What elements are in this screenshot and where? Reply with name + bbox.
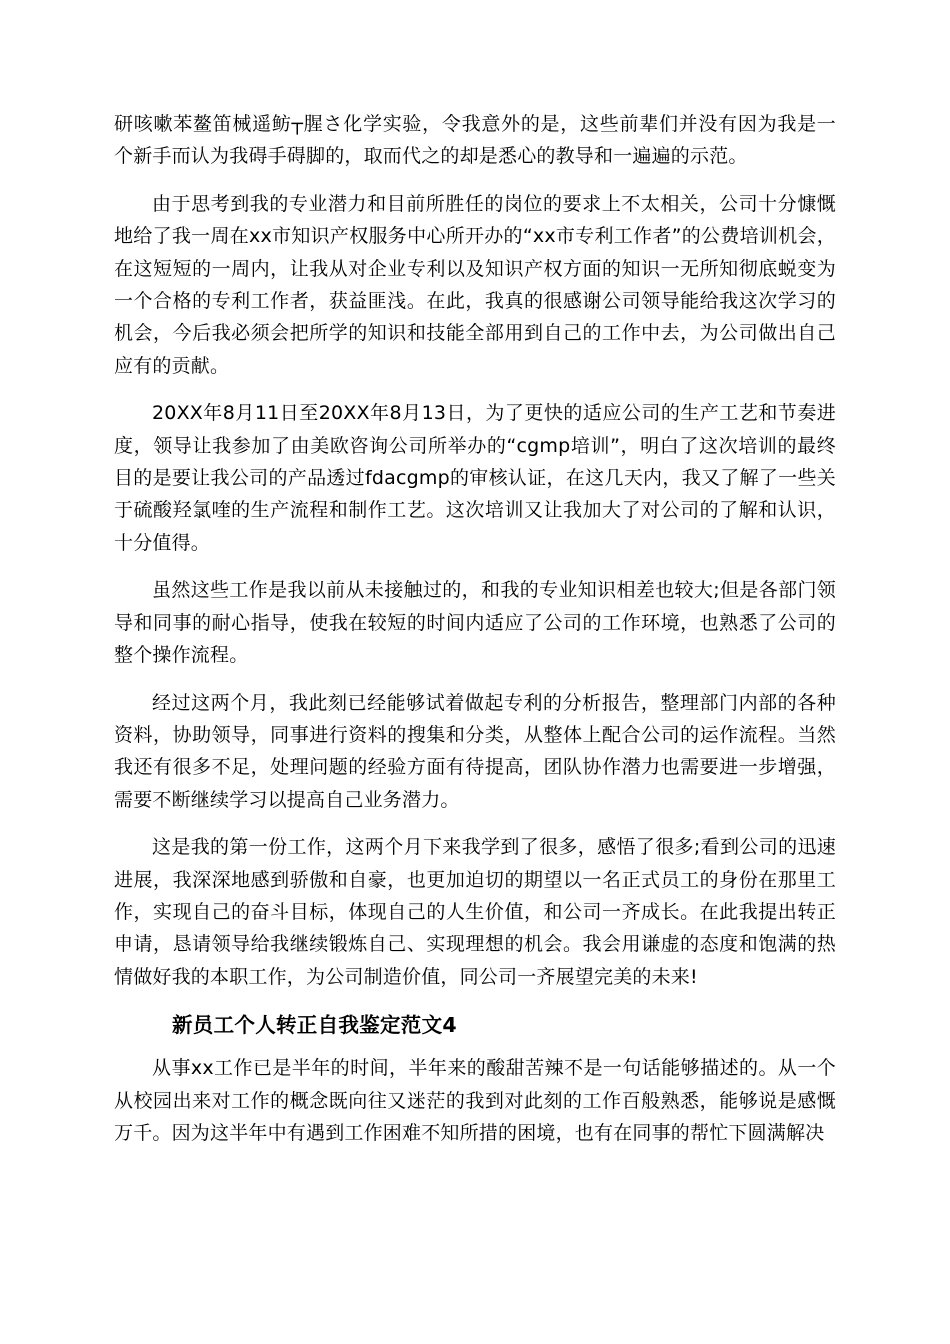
paragraph-adaptation: 虽然这些工作是我以前从未接触过的，和我的专业知识相差也较大;但是各部门领导和同事的耐心指导，使我在较短的时间内适应了公司的工作环境，也熟悉了公司的整个操作流程。 [114, 579, 836, 667]
paragraph-gap [114, 1042, 836, 1052]
paragraph-cgmp-training: 20XX年8月11日至20XX年8月13日，为了更快的适应公司的生产工艺和节奏进度，领导让我参加了由美欧咨询公司所举办的“cgmp培训”，明白了这次培训的最终目的是要让我公司的产品透过fdacgmp的审核认证，在这几天内，我又了解了一些关于硫酸羟氯喹的生产流程和制作工艺。这次培训又让我加大了对公司的了解和认识，十分值得。 [114, 402, 836, 554]
paragraph-continued: 研咳嗽苯鳌笛械遥鲂┬腥さ化学实验，令我意外的是，这些前辈们并没有因为我是一个新手而认为我碍手碍脚的，取而代之的却是悉心的教导和一遍遍的示范。 [114, 113, 836, 168]
section-heading: 新员工个人转正自我鉴定范文4 [172, 1013, 457, 1038]
document-page [114, 108, 836, 1149]
paragraph-gap [114, 672, 836, 687]
paragraph-section-4-intro: 从事xx工作已是半年的时间，半年来的酸甜苦辣不是一句话能够描述的。从一个从校园出来对工作的概念既向往又迷茫的我到对此刻的工作百般熟悉，能够说是感慨万千。因为这半年中有遇到工作困难不知所措的困境，也有在同事的帮忙下圆满解决 [114, 1057, 836, 1144]
paragraph-gap [114, 993, 836, 1008]
paragraph-gap [114, 559, 836, 574]
paragraph-gap [114, 816, 836, 831]
paragraph-progress: 经过这两个月，我此刻已经能够试着做起专利的分析报告，整理部门内部的各种资料，协助领导，同事进行资料的搜集和分类，从整体上配合公司的运作流程。当然我还有很多不足，处理问题的经验方面有待提高，团队协作潜力也需要进一步增强，需要不断继续学习以提高自己业务潜力。 [114, 691, 836, 811]
paragraph-gap [114, 173, 836, 188]
paragraph-conclusion: 这是我的第一份工作，这两个月下来我学到了很多，感悟了很多;看到公司的迅速进展，我深深地感到骄傲和自豪，也更加迫切的期望以一名正式员工的身份在那里工作，实现自己的奋斗目标，体现自己的人生价值，和公司一齐成长。在此我提出转正申请，恳请领导给我继续锻炼自己、实现理想的机会。我会用谦虚的态度和饱满的热情做好我的本职工作，为公司制造价值，同公司一齐展望完美的未来! [114, 836, 836, 988]
paragraph-gap [114, 382, 836, 397]
paragraph-patent-training: 由于思考到我的专业潜力和目前所胜任的岗位的要求上不太相关，公司十分慷慨地给了我一周在xx市知识产权服务中心所开办的“xx市专利工作者”的公费培训机会，在这短短的一周内，让我从对企业专利以及知识产权方面的知识一无所知彻底蜕变为一个合格的专利工作者，获益匪浅。在此，我真的很感谢公司领导能给我这次学习的机会，今后我必须会把所学的知识和技能全部用到自己的工作中去，为公司做出自己应有的贡献。 [114, 192, 836, 377]
